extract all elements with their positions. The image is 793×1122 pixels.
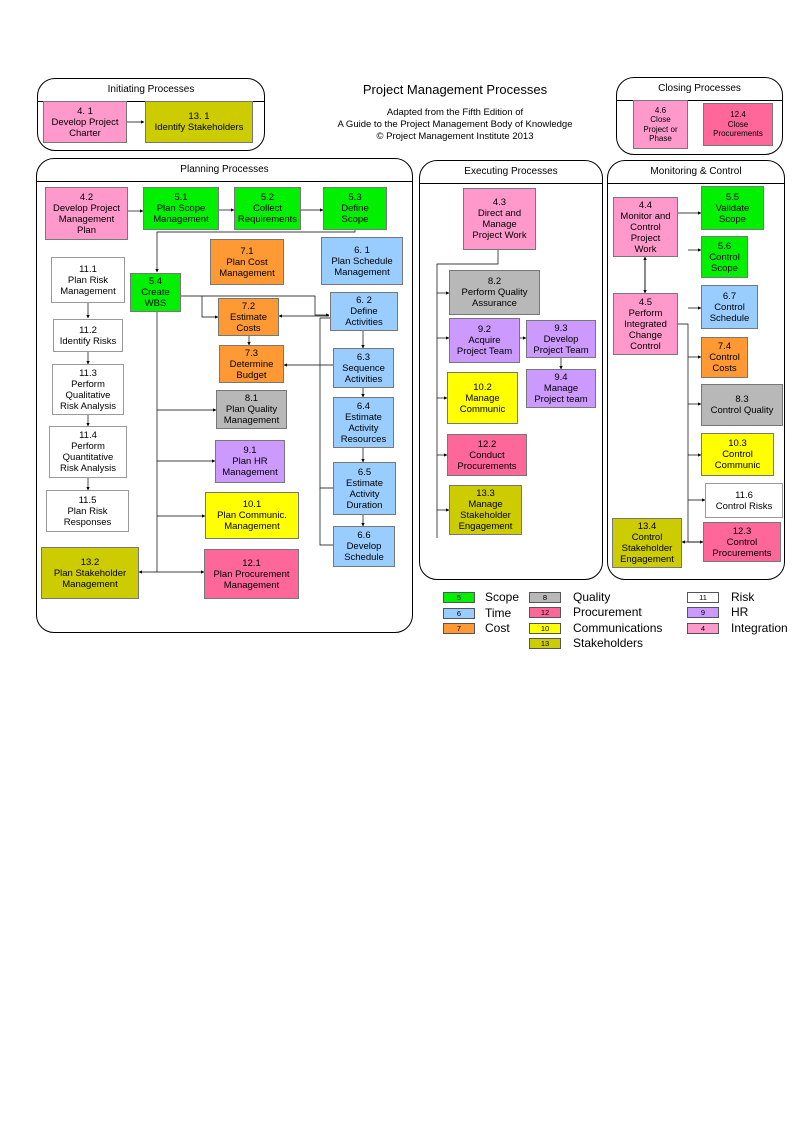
process-11-2-identify-risks[interactable]: 11.2 Identify Risks [53, 319, 123, 352]
process-6-1-plan-schedule-management[interactable]: 6. 1 Plan Schedule Management [321, 237, 403, 285]
legend-label-communications: Communications [573, 621, 663, 635]
process-6-6-develop-schedule[interactable]: 6.6 Develop Schedule [333, 526, 395, 567]
process-7-2-estimate-costs[interactable]: 7.2 Estimate Costs [218, 298, 279, 336]
legend-swatch-risk: 11 [687, 592, 719, 603]
process-11-3-qualitative-risk[interactable]: 11.3 Perform Qualitative Risk Analysis [52, 364, 124, 415]
legend-swatch-time: 6 [443, 608, 475, 619]
planning-title: Planning Processes [37, 159, 412, 182]
process-8-1-plan-quality-management[interactable]: 8.1 Plan Quality Management [216, 390, 287, 429]
process-6-5-estimate-activity-duration[interactable]: 6.5 Estimate Activity Duration [333, 462, 396, 515]
process-9-4-manage-project-team[interactable]: 9.4 Manage Project team [526, 369, 596, 408]
process-4-5-integrated-change-control[interactable]: 4.5 Perform Integrated Change Control [613, 293, 678, 355]
process-12-3-control-procurements[interactable]: 12.3 Control Procurements [703, 522, 781, 562]
process-9-1-plan-hr-management[interactable]: 9.1 Plan HR Management [215, 440, 285, 483]
process-4-6-close-project[interactable]: 4.6 Close Project or Phase [633, 100, 688, 149]
process-11-1-plan-risk-management[interactable]: 11.1 Plan Risk Management [51, 257, 125, 303]
process-5-2-collect-requirements[interactable]: 5.2 Collect Requirements [234, 187, 301, 230]
legend-label-stakeholders: Stakeholders [573, 636, 644, 650]
process-9-3-develop-project-team[interactable]: 9.3 Develop Project Team [526, 320, 596, 358]
process-7-4-control-costs[interactable]: 7.4 Control Costs [701, 337, 748, 378]
process-5-4-create-wbs[interactable]: 5.4 Create WBS [130, 273, 181, 312]
subtitle-line-2: A Guide to the Project Management Body of Knowledge [337, 119, 573, 130]
process-11-5-plan-risk-responses[interactable]: 11.5 Plan Risk Responses [46, 490, 129, 532]
legend-label-integration: Integration [731, 621, 788, 635]
process-13-3-manage-stakeholder-engagement[interactable]: 13.3 Manage Stakeholder Engagement [449, 485, 522, 535]
monitoring-title: Monitoring & Control [608, 161, 784, 184]
legend-label-hr: HR [731, 605, 749, 619]
process-12-4-close-procurements[interactable]: 12.4 Close Procurements [703, 103, 773, 146]
legend-swatch-scope: 5 [443, 592, 475, 603]
page-title: Project Management Processes [362, 82, 548, 97]
process-7-1-plan-cost-management[interactable]: 7.1 Plan Cost Management [210, 239, 284, 285]
process-13-1-identify-stakeholders[interactable]: 13. 1 Identify Stakeholders [145, 101, 253, 143]
process-4-2-develop-pm-plan[interactable]: 4.2 Develop Project Management Plan [45, 187, 128, 240]
process-4-4-monitor-control-work[interactable]: 4.4 Monitor and Control Project Work [613, 197, 678, 257]
subtitle-line-3: © Project Management Institute 2013 [376, 131, 534, 142]
process-7-3-determine-budget[interactable]: 7.3 Determine Budget [219, 345, 284, 383]
process-6-7-control-schedule[interactable]: 6.7 Control Schedule [701, 285, 758, 329]
process-12-2-conduct-procurements[interactable]: 12.2 Conduct Procurements [447, 434, 527, 476]
legend-label-time: Time [485, 606, 512, 620]
process-12-1-plan-procurement-management[interactable]: 12.1 Plan Procurement Management [204, 549, 299, 599]
process-4-1-develop-project-charter[interactable]: 4. 1 Develop Project Charter [43, 101, 127, 143]
closing-title: Closing Processes [617, 78, 782, 101]
process-5-3-define-scope[interactable]: 5.3 Define Scope [323, 187, 387, 230]
process-5-1-plan-scope-management[interactable]: 5.1 Plan Scope Management [143, 187, 219, 230]
legend-label-cost: Cost [485, 621, 510, 635]
process-5-5-validate-scope[interactable]: 5.5 Validate Scope [701, 186, 764, 230]
legend-swatch-cost: 7 [443, 623, 475, 634]
process-9-2-acquire-project-team[interactable]: 9.2 Acquire Project Team [449, 318, 520, 363]
process-6-3-sequence-activities[interactable]: 6.3 Sequence Activities [333, 348, 394, 388]
process-11-4-quantitative-risk[interactable]: 11.4 Perform Quantitative Risk Analysis [49, 426, 127, 478]
legend-label-scope: Scope [485, 590, 520, 604]
process-4-3-direct-manage-work[interactable]: 4.3 Direct and Manage Project Work [463, 188, 536, 250]
subtitle-line-1: Adapted from the Fifth Edition of [386, 107, 524, 118]
legend-swatch-stakeholders: 13 [529, 638, 561, 649]
process-10-3-control-communications[interactable]: 10.3 Control Communic [701, 433, 774, 476]
process-10-1-plan-communications[interactable]: 10.1 Plan Communic. Management [205, 492, 299, 539]
process-5-6-control-scope[interactable]: 5.6 Control Scope [701, 236, 748, 278]
legend-label-quality: Quality [573, 590, 611, 604]
process-6-2-define-activities[interactable]: 6. 2 Define Activities [330, 292, 398, 331]
legend-swatch-procurement: 12 [529, 607, 561, 618]
process-13-2-plan-stakeholder-management[interactable]: 13.2 Plan Stakeholder Management [41, 547, 139, 599]
process-8-2-perform-quality-assurance[interactable]: 8.2 Perform Quality Assurance [449, 270, 540, 315]
legend-swatch-quality: 8 [529, 592, 561, 603]
process-8-3-control-quality[interactable]: 8.3 Control Quality [701, 384, 783, 426]
process-11-6-control-risks[interactable]: 11.6 Control Risks [705, 483, 783, 518]
process-13-4-control-stakeholder-engagement[interactable]: 13.4 Control Stakeholder Engagement [612, 518, 682, 568]
process-10-2-manage-communications[interactable]: 10.2 Manage Communic [447, 372, 518, 424]
legend-label-procurement: Procurement [573, 605, 642, 619]
legend-swatch-hr: 9 [687, 607, 719, 618]
executing-title: Executing Processes [420, 161, 602, 184]
legend-swatch-integration: 4 [687, 623, 719, 634]
legend-swatch-communications: 10 [529, 623, 561, 634]
initiating-title: Initiating Processes [38, 79, 264, 102]
legend-label-risk: Risk [731, 590, 755, 604]
process-6-4-estimate-activity-resources[interactable]: 6.4 Estimate Activity Resources [333, 397, 394, 448]
